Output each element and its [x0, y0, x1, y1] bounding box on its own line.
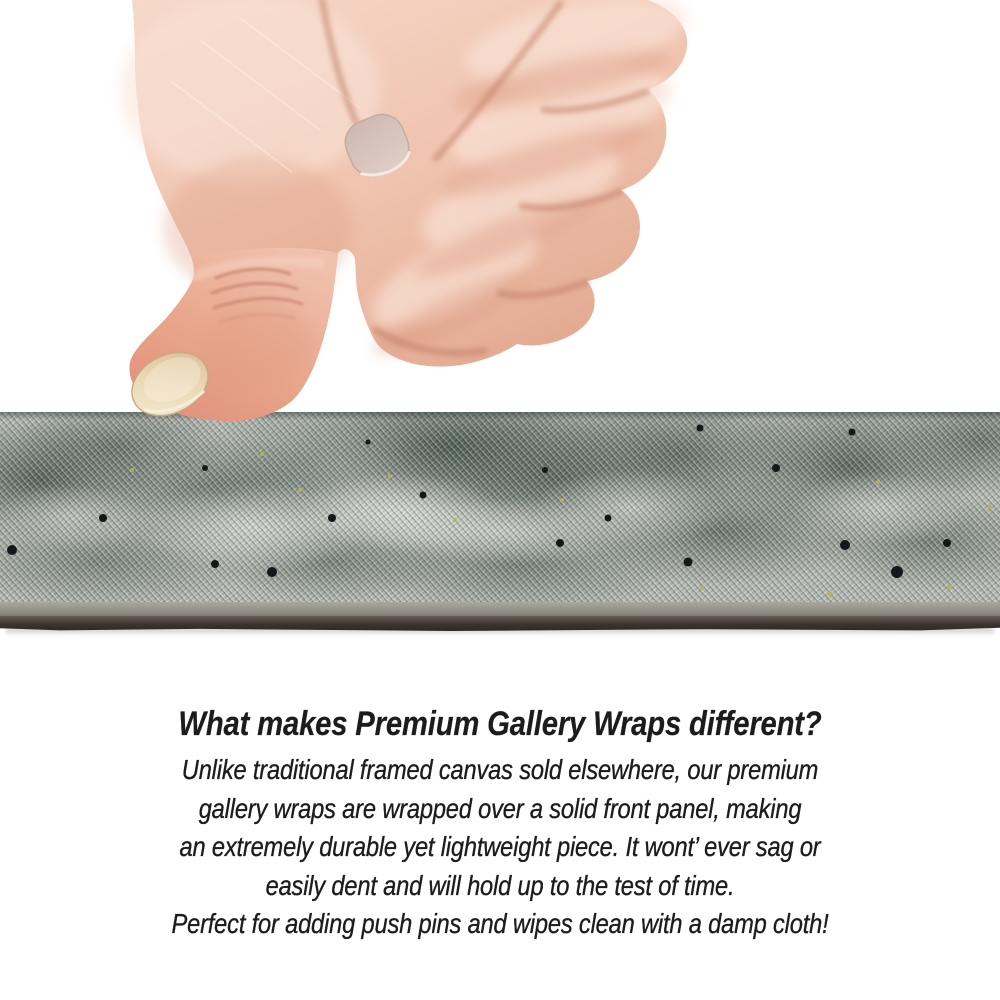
- canvas-edge-strip: [0, 412, 1000, 638]
- caption-line-1: Unlike traditional framed canvas sold elsewhere, our premium: [181, 754, 819, 785]
- canvas-texture: [0, 412, 1000, 604]
- caption-line-2: gallery wraps are wrapped over a solid front panel, making: [198, 792, 802, 824]
- hand-photo: [0, 0, 1000, 432]
- canvas-rolled-edge: [0, 602, 1000, 617]
- canvas-speckles: [0, 412, 1000, 604]
- panel-drop-shadow: [6, 628, 994, 635]
- caption-line-3: an extremely durable yet lightweight piece. It wont’ ever sag or: [179, 831, 821, 863]
- caption-line-5: Perfect for adding push pins and wipes clean with a damp cloth!: [171, 908, 829, 940]
- caption-section: [70, 704, 930, 944]
- hand-illustration: [0, 0, 1000, 432]
- caption-line-4: easily dent and will hold up to the test of time.: [265, 869, 735, 901]
- caption-heading: What makes Premium Gallery Wraps different?: [178, 705, 822, 743]
- thumb-tip-shading: [203, 305, 313, 385]
